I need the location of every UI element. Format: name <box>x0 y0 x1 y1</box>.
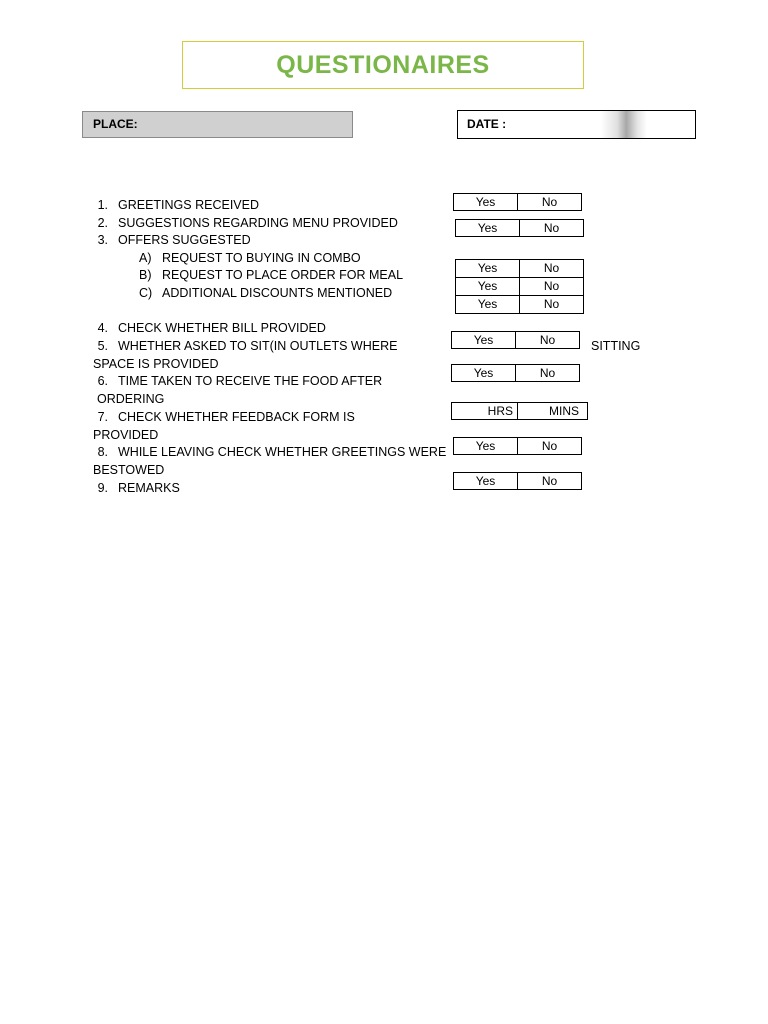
place-label: PLACE: <box>93 117 138 131</box>
question-3: 3. OFFERS SUGGESTED <box>97 233 251 247</box>
answer-1[interactable] <box>453 193 582 211</box>
answer-3a[interactable] <box>456 260 583 277</box>
redacted-area <box>601 111 647 138</box>
hrs-field[interactable]: HRS <box>487 404 513 418</box>
question-5-tail: SITTING <box>591 339 641 353</box>
answer-3c[interactable] <box>456 295 583 313</box>
yes-option[interactable]: Yes <box>475 439 496 453</box>
question-7-cont: PROVIDED <box>93 428 159 442</box>
question-7: 7. CHECK WHETHER FEEDBACK FORM IS <box>97 410 355 424</box>
question-8: 8. WHILE LEAVING CHECK WHETHER GREETINGS WERE <box>97 445 447 459</box>
no-option[interactable]: No <box>517 438 581 454</box>
question-5-cont: SPACE IS PROVIDED <box>93 357 219 371</box>
no-option[interactable]: No <box>519 220 583 236</box>
yes-option[interactable]: Yes <box>475 474 496 488</box>
date-field[interactable] <box>457 110 696 139</box>
question-9: 9. REMARKS <box>97 481 180 495</box>
answer-5[interactable] <box>451 364 580 382</box>
suboption-b: B) REQUEST TO PLACE ORDER FOR MEAL <box>139 268 404 282</box>
yes-option[interactable]: Yes <box>477 279 498 293</box>
no-option[interactable]: No <box>515 365 579 381</box>
suboption-a: A) REQUEST TO BUYING IN COMBO <box>139 251 361 265</box>
question-1: 1. GREETINGS RECEIVED <box>97 198 259 212</box>
no-option[interactable]: No <box>519 296 583 313</box>
question-2: 2. SUGGESTIONS REGARDING MENU PROVIDED <box>97 216 398 230</box>
no-option[interactable]: No <box>517 473 581 489</box>
yes-option[interactable]: Yes <box>477 297 498 311</box>
no-option[interactable]: No <box>519 260 583 277</box>
no-option[interactable]: No <box>517 194 581 210</box>
answer-3-table[interactable] <box>455 259 584 314</box>
question-6: 6. TIME TAKEN TO RECEIVE THE FOOD AFTER <box>97 374 383 388</box>
answer-4[interactable] <box>451 331 580 349</box>
place-field[interactable] <box>82 111 353 138</box>
answer-8[interactable] <box>453 472 582 490</box>
answer-2[interactable] <box>455 219 584 237</box>
question-6-cont: ORDERING <box>97 392 165 406</box>
date-label: DATE : <box>467 117 507 131</box>
mins-field[interactable]: MINS <box>517 403 587 419</box>
answer-6-time[interactable] <box>451 402 588 420</box>
page-title: QUESTIONAIRES <box>276 50 490 79</box>
no-option[interactable]: No <box>519 278 583 295</box>
no-option[interactable]: No <box>515 332 579 348</box>
yes-option[interactable]: Yes <box>473 366 494 380</box>
title-box <box>182 41 584 89</box>
answer-7[interactable] <box>453 437 582 455</box>
yes-option[interactable]: Yes <box>477 221 498 235</box>
yes-option[interactable]: Yes <box>473 333 494 347</box>
question-4: 4. CHECK WHETHER BILL PROVIDED <box>97 321 326 335</box>
question-8-cont: BESTOWED <box>93 463 165 477</box>
answer-3b[interactable] <box>456 277 583 295</box>
suboption-c: C) ADDITIONAL DISCOUNTS MENTIONED <box>139 286 393 300</box>
question-5: 5. WHETHER ASKED TO SIT(IN OUTLETS WHERE <box>97 339 398 353</box>
yes-option[interactable]: Yes <box>477 261 498 275</box>
yes-option[interactable]: Yes <box>475 195 496 209</box>
